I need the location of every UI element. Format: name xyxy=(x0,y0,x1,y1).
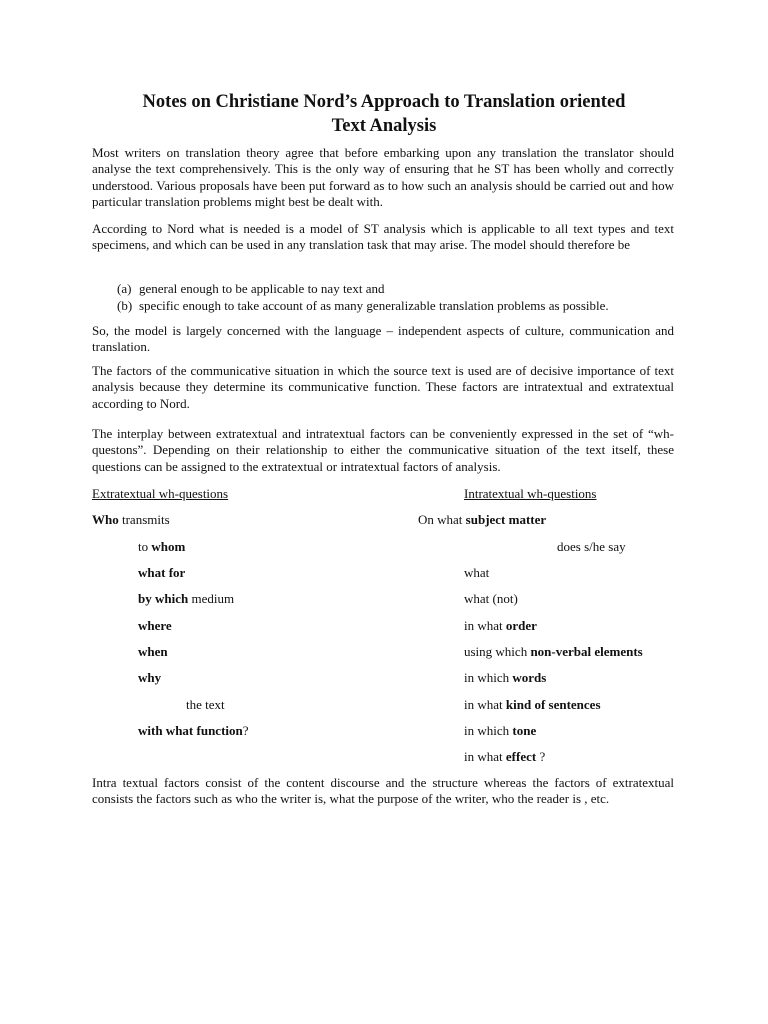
intra-effect: in what effect ? xyxy=(464,749,546,764)
title-line-2: Text Analysis xyxy=(331,116,437,136)
requirements-list xyxy=(117,280,677,314)
extra-why: why xyxy=(138,670,162,685)
list-marker: (b) xyxy=(117,298,133,313)
intra-what: what xyxy=(464,565,490,580)
extra-function: with what function? xyxy=(138,723,249,738)
paragraph-language-independent: So, the model is largely concerned with the language – independent aspects of culture, communication and translation. xyxy=(92,323,674,355)
paragraph-communicative-factors: The factors of the communicative situation in which the source text is used are of decisive importance of text analysis because they determine its communicative function. These factors are intratextual and extratextual according to Nord. xyxy=(92,363,674,411)
list-item xyxy=(117,280,677,297)
paragraph-intro: Most writers on translation theory agree that before embarking upon any translation the translator should analyse the text comprehensively. This is the only way of ensuring that he ST has been wholly and correctly understood. Various proposals have been put forward as to how such an analysis should be carried out and how particular translation problems might best be dealt with. xyxy=(92,145,674,210)
paragraph-nord-model: According to Nord what is needed is a model of ST analysis which is applicable to all text types and text specimens, and which can be used in any translation task that may arise. The model should therefore be xyxy=(92,221,674,253)
intra-sentences: in what kind of sentences xyxy=(464,697,601,712)
extratextual-header: Extratextual wh-questions xyxy=(92,486,229,501)
intratextual-header: Intratextual wh-questions xyxy=(464,486,597,501)
extra-when: when xyxy=(138,644,168,659)
list-item-text: specific enough to take account of as many generalizable translation problems as possible. xyxy=(139,298,609,313)
intra-order: in what order xyxy=(464,618,537,633)
intra-say: does s/he say xyxy=(557,539,626,554)
extra-by-which: by which medium xyxy=(138,591,235,606)
extra-what-for: what for xyxy=(138,565,186,580)
title-line-1: Notes on Christiane Nord’s Approach to Translation oriented xyxy=(142,92,626,112)
document-title xyxy=(92,90,676,138)
extra-where: where xyxy=(138,618,172,633)
paragraph-wh-questions: The interplay between extratextual and intratextual factors can be conveniently expressed in the set of “wh-questons”. Depending on their relationship to either the communicative situation of the text itself, these questions can be assigned to the extratextual or intratextual factors of analysis. xyxy=(92,426,674,474)
list-item xyxy=(117,297,677,314)
intra-non-verbal: using which non-verbal elements xyxy=(464,644,643,659)
list-marker: (a) xyxy=(117,281,132,296)
extra-who: Who transmits xyxy=(92,512,170,527)
list-item-text: general enough to be applicable to nay text and xyxy=(139,281,385,296)
extra-the-text: the text xyxy=(186,697,225,712)
extra-whom: to whom xyxy=(138,539,186,554)
intra-words: in which words xyxy=(464,670,547,685)
intra-subject-matter: On what subject matter xyxy=(418,512,547,527)
intra-tone: in which tone xyxy=(464,723,537,738)
paragraph-conclusion: Intra textual factors consist of the content discourse and the structure whereas the factors of extratextual consists the factors such as who the writer is, what the purpose of the writer, who the reader is , etc. xyxy=(92,775,674,807)
intra-what-not: what (not) xyxy=(464,591,518,606)
